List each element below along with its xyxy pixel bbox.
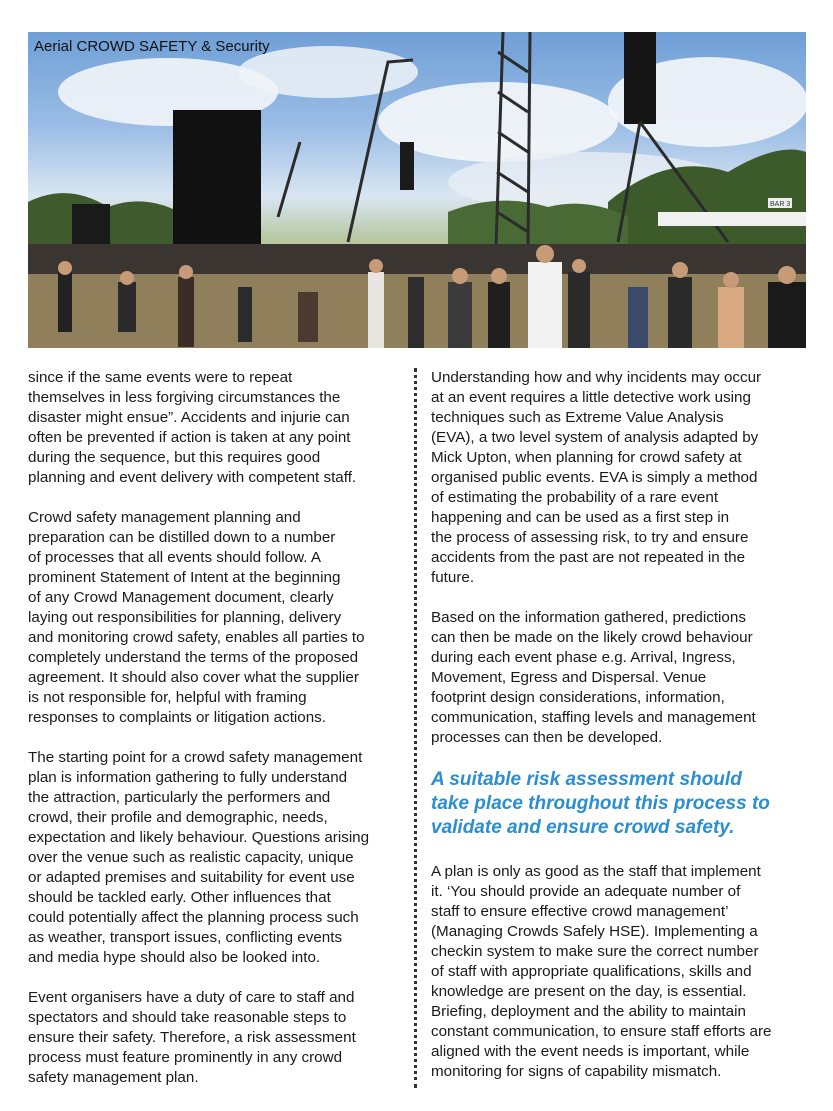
right-paragraph-1: Understanding how and why incidents may occur at an event requires a little detective work using techniques such as Extreme Value Analysis (EVA), a two level system of analysis adapted by Mick Upton, when planning for crowd safety at organised public events. EVA is simply a method of estimating the probability of a rare event happening and can be used as a first step in the process of assessing risk, to try and ensure accidents from the past are not repeated in the future. [431,369,762,586]
festival-crowd-illustration [28,32,806,348]
left-paragraph: since if the same events were to repeat themselves in less forgiving circumstances the disaster might ensue”. Accidents and injurie can often be prevented if action is taken at any point during the sequence, but this requires good planning and event delivery with competent staff. [28,369,357,486]
hero-caption: Aerial CROWD SAFETY & Security [34,38,270,55]
left-paragraph: Event organisers have a duty of care to staff and spectators and should take reasonable steps to ensure their safety. Therefore, a risk assessment process must feature prominently in any crowd safety management plan. [28,989,356,1086]
left-paragraph: The starting point for a crowd safety management plan is information gathering to fully understand the attraction, particularly the performers and crowd, their profile and demographic, needs, expectation and likely behaviour. Questions arising over the venue such as realistic capacity, unique or adapted premises and suitability for event use should be tackled early. Other influences that could potentially affect the planning process such as weather, transport issues, conflicting events and media hype should also be looked into. [28,749,370,966]
left-paragraph: Crowd safety management planning and preparation can be distilled down to a number of processes that all events should follow. A prominent Statement of Intent at the beginning of any Crowd Management document, clearly laying out responsibilities for planning, delivery and monitoring crowd safety, enables all parties to completely understand the terms of the proposed agreement. It should also cover what the supplier is not responsible for, helpful with framing responses to complaints or litigation actions. [28,509,365,726]
right-paragraph-3: A plan is only as good as the staff that implement it. ‘You should provide an adequate number of staff to ensure effective crowd management’ (Managing Crowds Safely HSE). Implementing a checkin system to make sure the correct number of staff with appropriate qualifications, skills and knowledge are present on the day, is essential. Briefing, deployment and the ability to maintain constant communication, to ensure staff efforts are aligned with the event needs is important, while monitoring for signs of capability mismatch. [431,863,772,1080]
right-paragraph-2: Based on the information gathered, predictions can then be made on the likely crowd behaviour during each event phase e.g. Arrival, Ingress, Movement, Egress and Dispersal. Venue footprint design considerations, information, communication, staffing levels and management processes can then be developed. [431,609,756,746]
bar-sign: BAR 3 [770,201,791,208]
left-column [28,368,404,1108]
right-column [431,368,809,1102]
pull-quote: A suitable risk assessment should take place throughout this process to validate and ensure crowd safety. [431,769,770,838]
hero-photo [28,32,806,348]
column-divider [414,368,417,1088]
